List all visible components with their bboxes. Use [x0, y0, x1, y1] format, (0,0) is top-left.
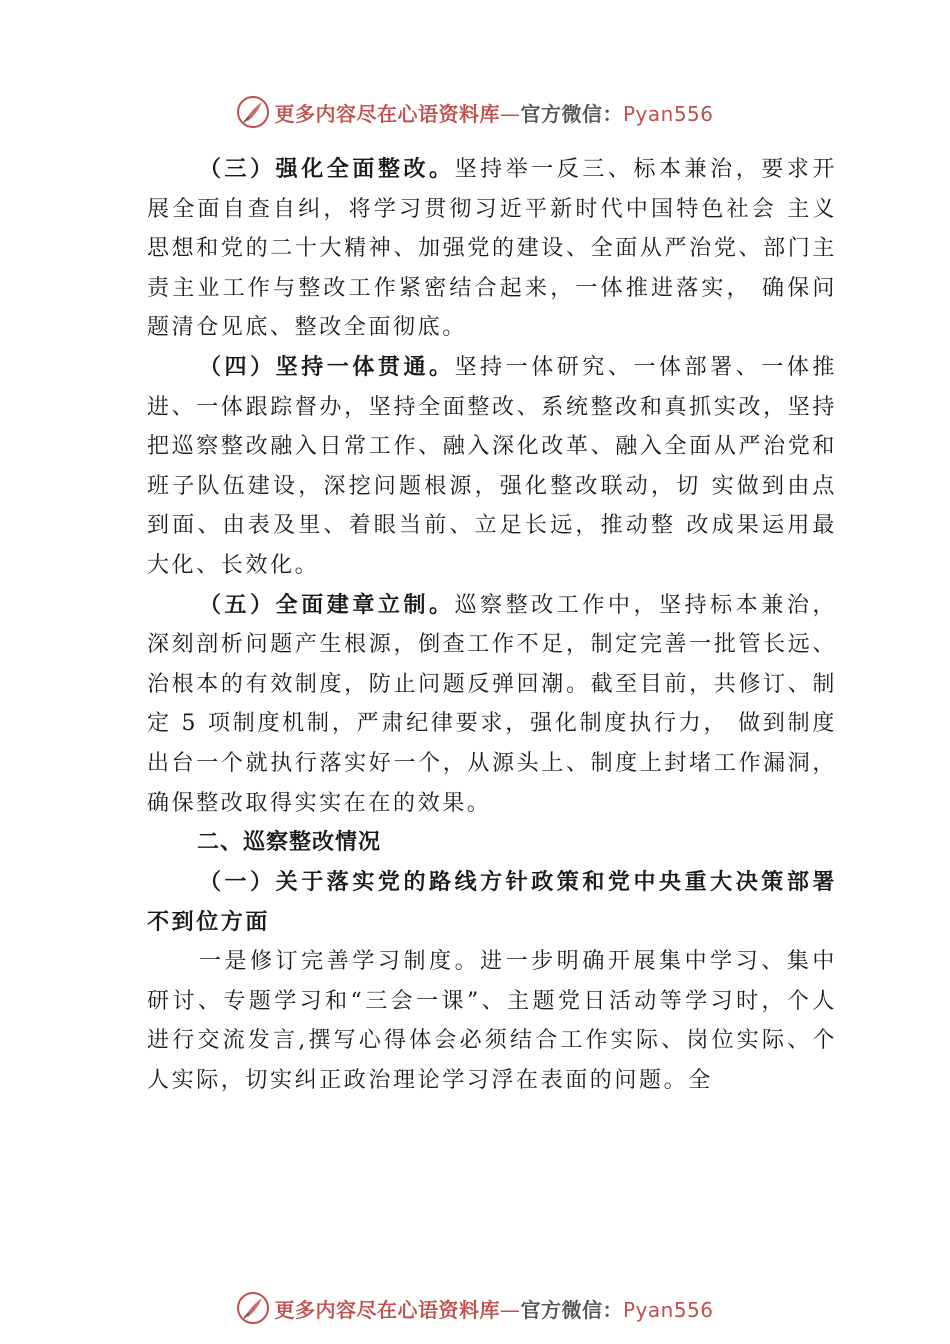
watermark-text	[274, 98, 713, 127]
paragraph-lead: （五）全面建章立制。	[199, 591, 455, 618]
paragraph-item-5	[147, 586, 837, 824]
paragraph-lead: （四）坚持一体贯通。	[199, 353, 455, 380]
watermark-label: 官方微信：	[520, 1297, 623, 1322]
document-body	[147, 150, 837, 1101]
paragraph-study-system: 一是修订完善学习制度。进一步明确开展集中学习、集中研讨、专题学习和“三会一课”、主题党日活动等学习时，个人进行交流发言,撰写心得体会必须结合工作实际、岗位实际、个人实际，切实纠正政治理论学习浮在表面的问题。全	[147, 949, 837, 1094]
watermark-main: 更多内容尽在心语资料库	[274, 101, 500, 126]
paragraph-body: 坚持举一反三、标本兼治，要求开展全面自查自纠，将学习贯彻习近平新时代中国特色社会 主义思想和党的二十大精神、加强党的建设、全面从严治党、部门主责主业工作与整改工作紧密结合起来，一体推进落实， 确保问题清仓见底、整改全面彻底。	[147, 157, 837, 341]
paragraph-body: 坚持一体研究、一体部署、一体推进、一体跟踪督办，坚持全面整改、系统整改和真抓实改，坚持把巡察整改融入日常工作、融入深化改革、融入全面从严治党和班子队伍建设，深挖问题根源，强化整改联动，切 实做到由点到面、由表及里、着眼当前、立足长远，推动整 改成果运用最大化、长效化。	[147, 354, 837, 578]
watermark-banner-bottom	[0, 1288, 950, 1328]
watermark-main: 更多内容尽在心语资料库	[274, 1297, 500, 1322]
feather-pen-logo-icon	[236, 95, 270, 129]
watermark-text	[274, 1294, 713, 1323]
section-heading: 二、巡察整改情况	[197, 830, 382, 856]
paragraph-lead: （三）强化全面整改。	[199, 156, 455, 182]
watermark-separator: —	[499, 101, 521, 126]
paragraph-item-4	[147, 348, 837, 586]
feather-pen-logo-icon	[236, 1291, 270, 1325]
watermark-separator: —	[499, 1297, 521, 1322]
paragraph-item-3	[147, 150, 837, 348]
sub-heading: （一）关于落实党的路线方针政策和党中央重大决策部署不到位方面	[147, 869, 837, 935]
watermark-wechat-id: Pyan556	[622, 1297, 714, 1322]
watermark-label: 官方微信：	[520, 101, 623, 126]
paragraph-body: 巡察整改工作中，坚持标本兼治， 深刻剖析问题产生根源，倒查工作不足，制定完善一批管长远、治根本的有效制度，防止问题反弹回潮。截至目前，共修订、制定 5 项制度机制，严肃纪律要求，强化制度执行力， 做到制度出台一个就执行落实好一个，从源头上、制度上封堵工作漏洞，确保整改取得实实在在的效果。	[147, 592, 837, 816]
watermark-wechat-id: Pyan556	[622, 101, 714, 126]
watermark-banner-top	[0, 92, 950, 132]
